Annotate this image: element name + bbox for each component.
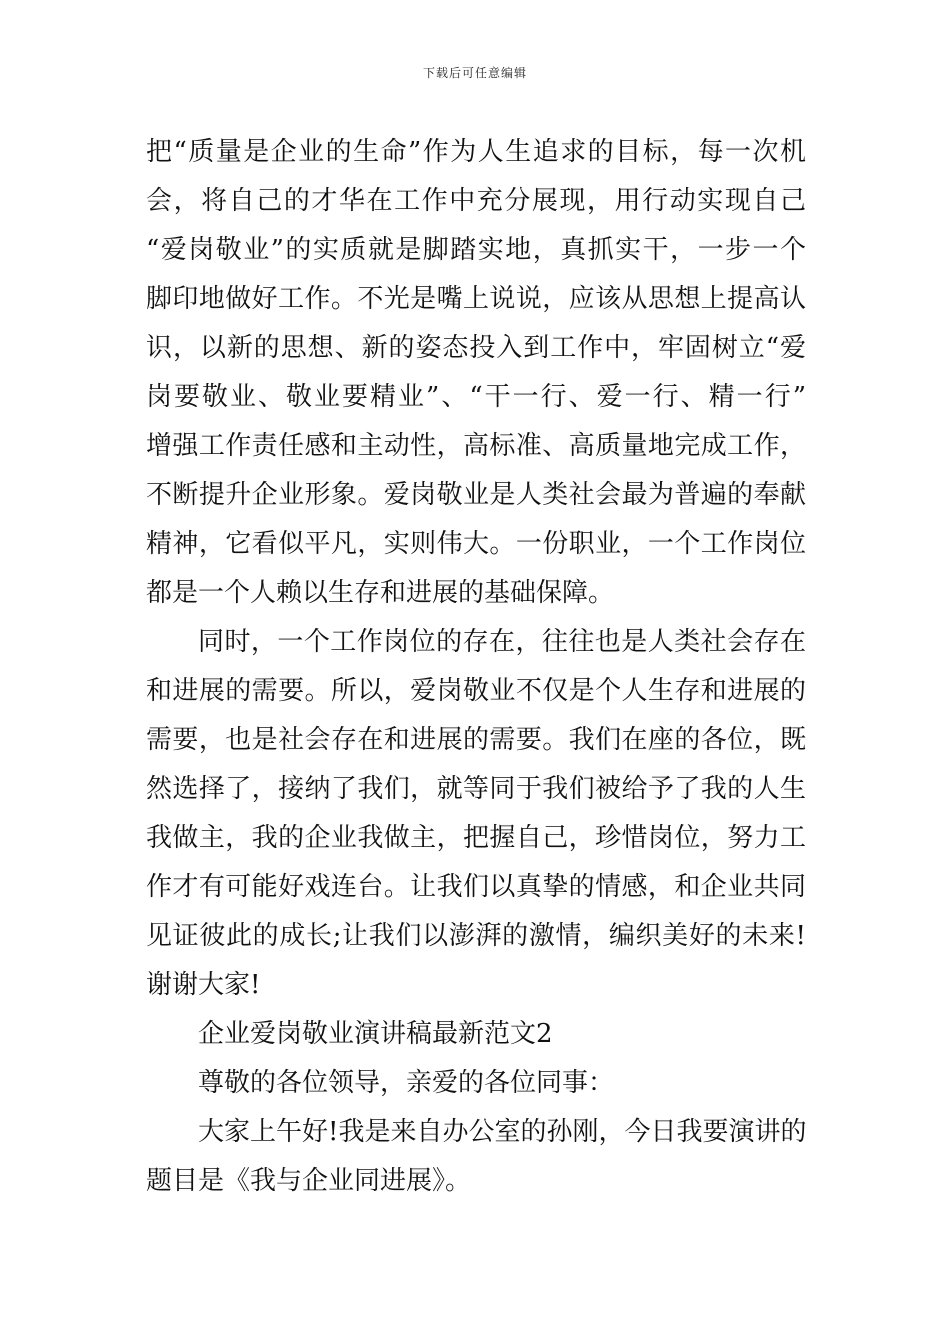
text-line: 精神，它看似平凡，实则伟大。一份职业，一个工作岗位 xyxy=(146,529,806,559)
text-line: 增强工作责任感和主动性，高标准、高质量地完成工作， xyxy=(146,431,806,461)
text-line: 会，将自己的才华在工作中充分展现，用行动实现自己 xyxy=(146,186,806,216)
page-header: 下载后可任意编辑 xyxy=(422,66,527,80)
text-line: 和进展的需要。所以，爱岗敬业不仅是个人生存和进展的 xyxy=(146,676,806,706)
text-line: 题目是《我与企业同进展》。 xyxy=(146,1166,472,1196)
text-line: 都是一个人赖以生存和进展的基础保障。 xyxy=(146,578,615,608)
text-line: 需要，也是社会存在和进展的需要。我们在座的各位，既 xyxy=(146,725,806,755)
text-line: “爱岗敬业”的实质就是脚踏实地，真抓实干，一步一个 xyxy=(146,235,806,265)
text-line: 大家上午好!我是来自办公室的孙刚，今日我要演讲的 xyxy=(198,1117,806,1147)
text-line: 然选择了，接纳了我们，就等同于我们被给予了我的人生 xyxy=(146,774,806,804)
text-line: 见证彼此的成长;让我们以澎湃的激情，编织美好的未来! xyxy=(146,921,806,951)
text-line: 识，以新的思想、新的姿态投入到工作中，牢固树立“爱 xyxy=(146,333,806,363)
text-line: 企业爱岗敬业演讲稿最新范文2 xyxy=(198,1019,553,1049)
text-line: 谢谢大家! xyxy=(146,970,261,1000)
text-line: 作才有可能好戏连台。让我们以真挚的情感，和企业共同 xyxy=(146,872,806,902)
text-line: 我做主，我的企业我做主，把握自己，珍惜岗位，努力工 xyxy=(146,823,806,853)
text-line: 把“质量是企业的生命”作为人生追求的目标，每一次机 xyxy=(146,137,806,167)
text-line: 脚印地做好工作。不光是嘴上说说，应该从思想上提高认 xyxy=(146,284,806,314)
text-line: 不断提升企业形象。爱岗敬业是人类社会最为普遍的奉献 xyxy=(146,480,806,510)
document-body xyxy=(146,128,806,1206)
text-line: 尊敬的各位领导，亲爱的各位同事： xyxy=(198,1068,615,1098)
text-line: 岗要敬业、敬业要精业”、“干一行、爱一行、精一行” xyxy=(146,382,806,412)
text-line: 同时，一个工作岗位的存在，往往也是人类社会存在 xyxy=(198,627,806,657)
